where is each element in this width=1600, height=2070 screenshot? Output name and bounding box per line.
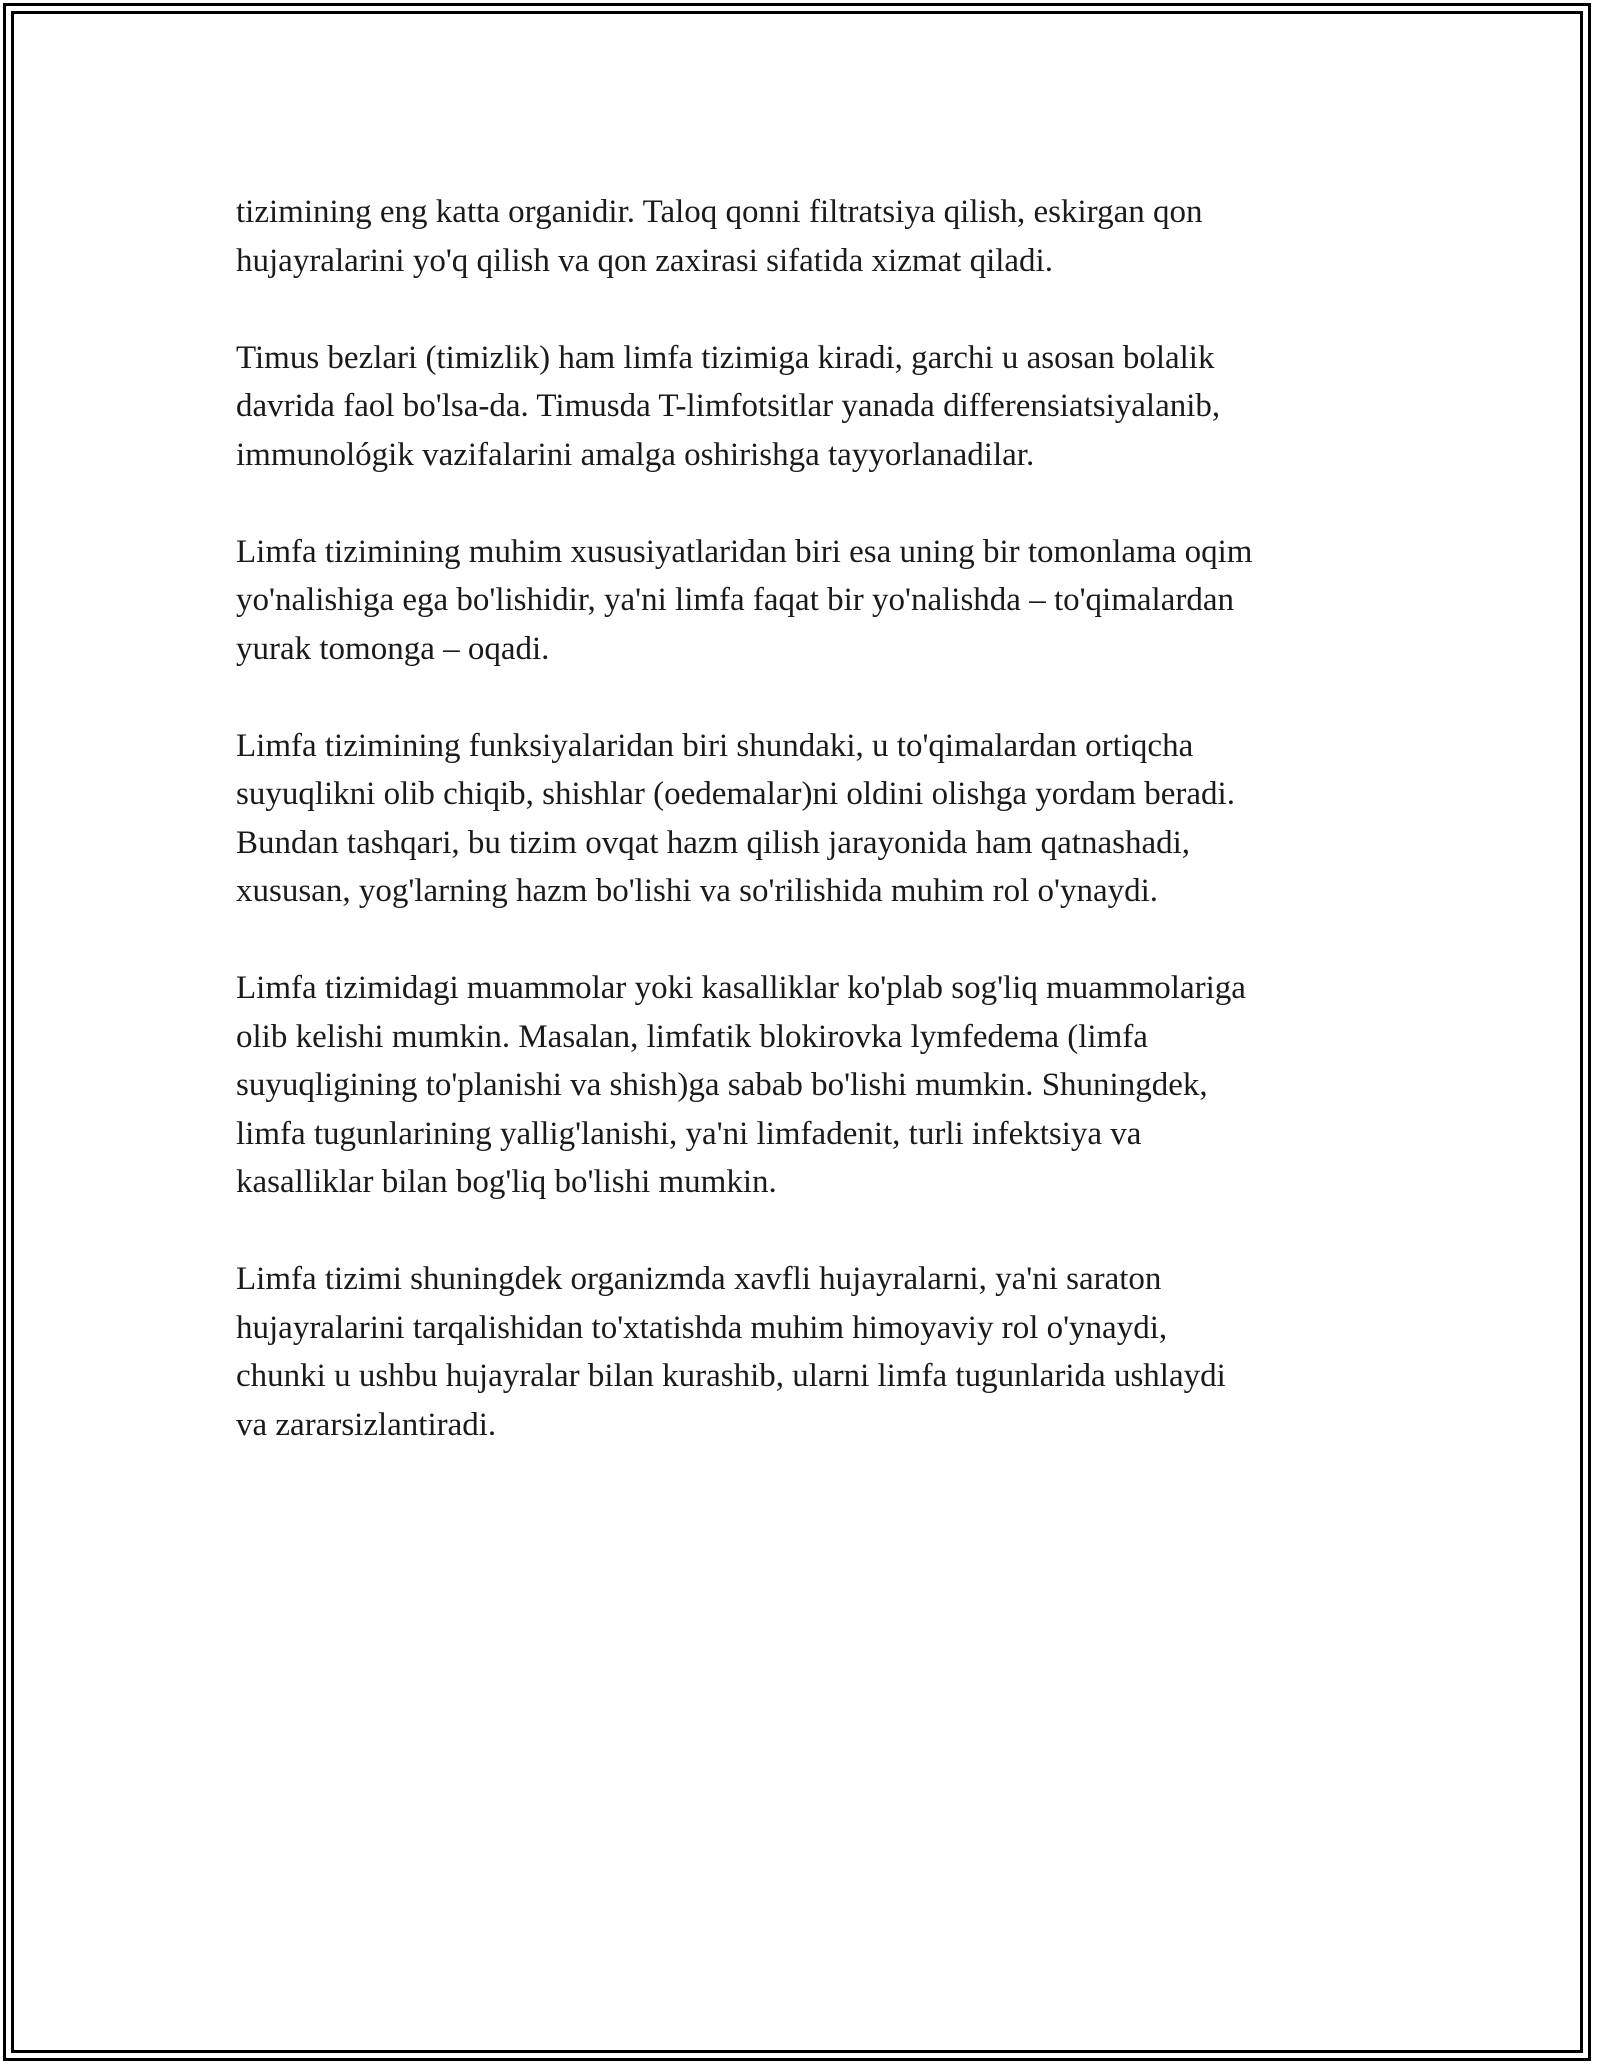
text-line: yurak tomonga – oqadi.	[236, 630, 550, 667]
text-line: suyuqligining to'planishi va shish)ga sabab bo'lishi mumkin. Shuningdek,	[236, 1067, 1208, 1103]
text-line: Limfa tizimining muhim xususiyatlaridan biri esa uning bir tomonlama oqim	[236, 533, 1253, 570]
text-line: tizimining eng katta organidir. Taloq qonni filtratsiya qilish, eskirgan qon	[236, 194, 1203, 230]
text-line: hujayralarini yo'q qilish va qon zaxirasi sifatida xizmat qiladi.	[236, 242, 1053, 279]
paragraph-protection	[236, 1255, 1386, 1449]
paragraph-spleen	[236, 188, 1386, 285]
text-line: chunki u ushbu hujayralar bilan kurashib, ularni limfa tugunlarida ushlaydi	[236, 1358, 1226, 1394]
text-line: suyuqlikni olib chiqib, shishlar (oedemalar)ni oldini olishga yordam beradi.	[236, 776, 1235, 812]
text-line: Limfa tizimi shuningdek organizmda xavfli hujayralarni, ya'ni saraton	[236, 1261, 1162, 1297]
text-line: hujayralarini tarqalishidan to'xtatishda muhim himoyaviy rol o'ynaydi,	[236, 1309, 1168, 1346]
text-line: Bundan tashqari, bu tizim ovqat hazm qilish jarayonida ham qatnashadi,	[236, 824, 1191, 861]
text-line: kasalliklar bilan bog'liq bo'lishi mumkin.	[236, 1164, 777, 1200]
text-line: Limfa tizimining funksiyalaridan biri shundaki, u to'qimalardan ortiqcha	[236, 727, 1194, 764]
text-line: Timus bezlari (timizlik) ham limfa tizimiga kiradi, garchi u asosan bolalik	[236, 339, 1215, 376]
text-line: xususan, yog'larning hazm bo'lishi va so'rilishida muhim rol o'ynaydi.	[236, 873, 1159, 909]
text-line: olib kelishi mumkin. Masalan, limfatik blokirovka lymfedema (limfa	[236, 1018, 1148, 1055]
paragraph-thymus	[236, 334, 1386, 480]
text-line: limfa tugunlarining yallig'lanishi, ya'ni limfadenit, turli infektsiya va	[236, 1115, 1142, 1152]
text-line: immunológik vazifalarini amalga oshirishga tayyorlanadilar.	[236, 436, 1035, 473]
text-line: va zararsizlantiradi.	[236, 1406, 497, 1443]
text-line: davrida faol bo'lsa-da. Timusda T-limfotsitlar yanada differensiatsiyalanib,	[236, 388, 1221, 424]
paragraph-diseases	[236, 964, 1386, 1207]
paragraph-functions	[236, 722, 1386, 916]
document-body	[236, 188, 1386, 1498]
text-line: yo'nalishiga ega bo'lishidir, ya'ni limfa faqat bir yo'nalishda – to'qimalardan	[236, 582, 1234, 618]
paragraph-one-way-flow	[236, 528, 1386, 674]
text-line: Limfa tizimidagi muammolar yoki kasalliklar ko'plab sog'liq muammolariga	[236, 970, 1246, 1006]
